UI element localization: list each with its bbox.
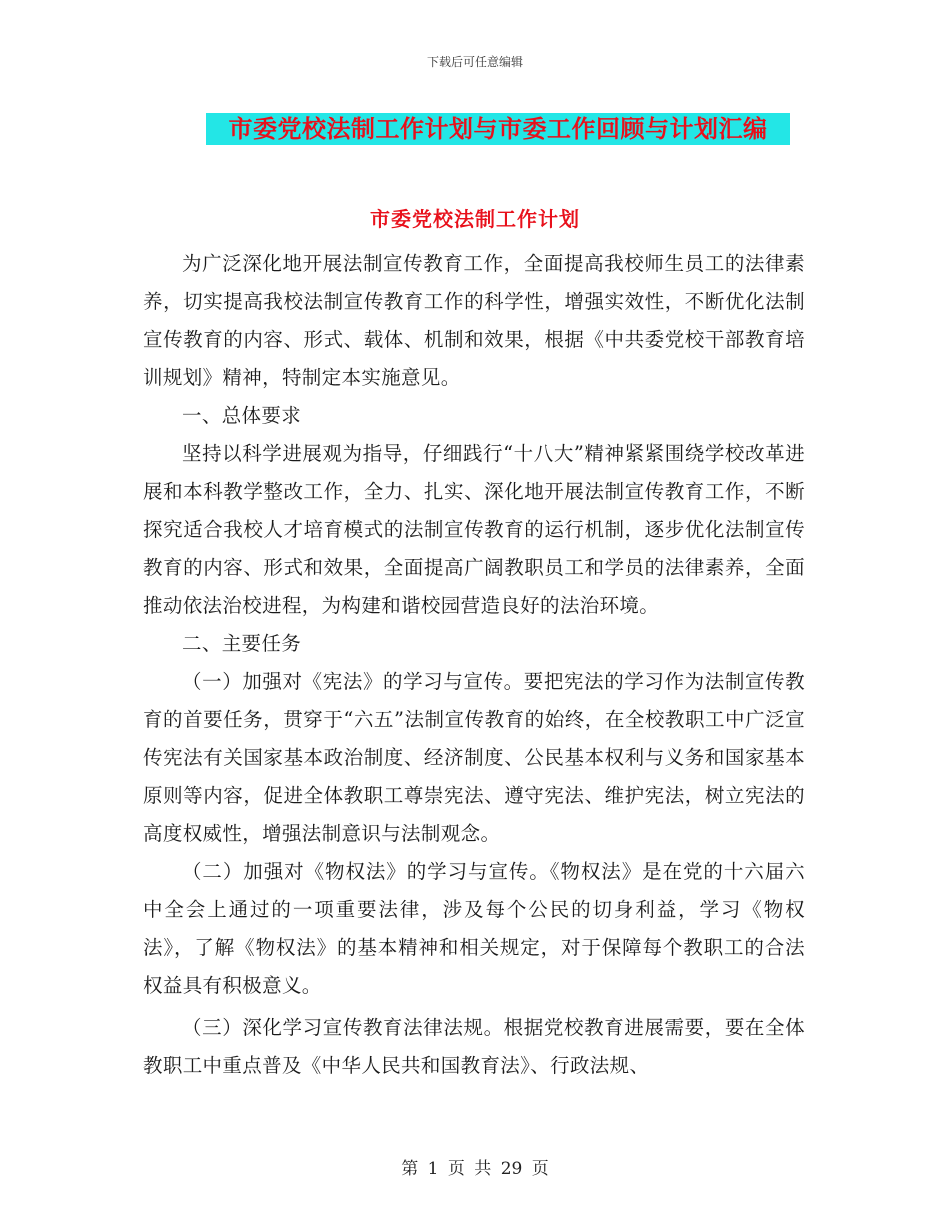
paragraph-general-requirements: 坚持以科学进展观为指导，仔细践行“十八大”精神紧紧围绕学校改革进展和本科教学整改工作，全力、扎实、深化地开展法制宣传教育工作，不断探究适合我校人才培育模式的法制宣传教育的运行机制，逐步优化法制宣传教育的内容、形式和效果，全面提高广阔教职员工和学员的法律素养，全面推动依法治校进程，为构建和谐校园营造良好的法治环境。 bbox=[143, 442, 805, 617]
main-title: 市委党校法制工作计划与市委工作回顾与计划汇编 bbox=[228, 114, 768, 143]
header-note: 下载后可任意编辑 bbox=[426, 55, 523, 69]
document-body bbox=[143, 245, 805, 1085]
heading-main-tasks: 二、主要任务 bbox=[182, 632, 302, 655]
paragraph-task-2: （二）加强对《物权法》的学习与宣传。《物权法》是在党的十六届六中全会上通过的一项重要法律，涉及每个公民的切身利益，学习《物权法》，了解《物权法》的基本精神和相关规定，对于保障每个教职工的合法权益具有积极意义。 bbox=[143, 860, 805, 997]
main-title-highlight bbox=[206, 113, 790, 145]
page-footer: 第 1 页 共 29 页 bbox=[401, 1159, 549, 1179]
section-title: 市委党校法制工作计划 bbox=[370, 207, 580, 231]
paragraph-task-1: （一）加强对《宪法》的学习与宣传。要把宪法的学习作为法制宣传教育的首要任务，贯穿于“六五”法制宣传教育的始终，在全校教职工中广泛宣传宪法有关国家基本政治制度、经济制度、公民基本权利与义务和国家基本原则等内容，促进全体教职工尊崇宪法、遵守宪法、维护宪法，树立宪法的高度权威性，增强法制意识与法制观念。 bbox=[143, 670, 805, 845]
paragraph-intro: 为广泛深化地开展法制宣传教育工作，全面提高我校师生员工的法律素养，切实提高我校法制宣传教育工作的科学性，增强实效性，不断优化法制宣传教育的内容、形式、载体、机制和效果，根据《中共委党校干部教育培训规划》精神，特制定本实施意见。 bbox=[143, 252, 805, 389]
paragraph-task-3: （三）深化学习宣传教育法律法规。根据党校教育进展需要，要在全体教职工中重点普及《中华人民共和国教育法》、行政法规、 bbox=[143, 1016, 805, 1077]
heading-general-requirements: 一、总体要求 bbox=[182, 404, 302, 427]
